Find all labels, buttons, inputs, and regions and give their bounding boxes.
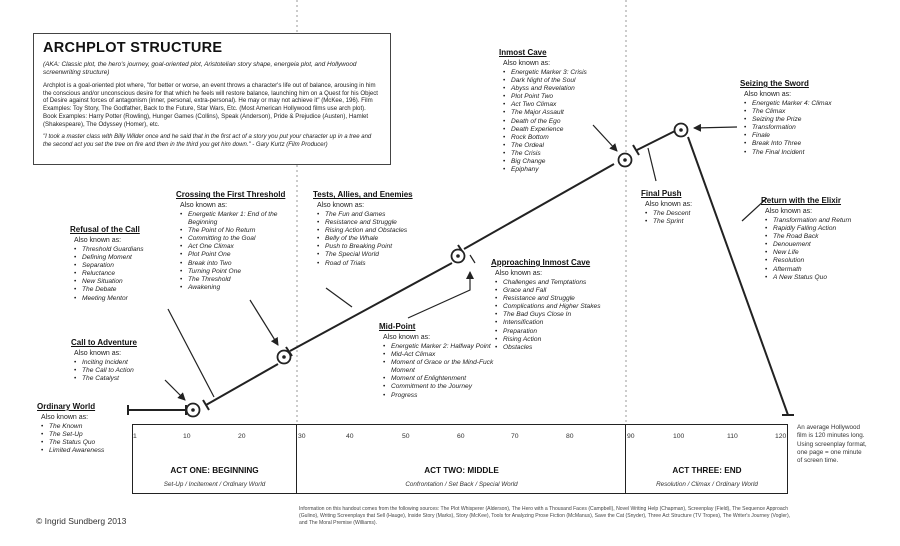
threshold-list: [180, 211, 292, 292]
list-item: • Resistance and Struggle: [317, 219, 407, 227]
approaching-aka: Also known as:: [495, 270, 543, 277]
list-item: • Commitment to the Journey: [383, 383, 503, 391]
list-item: • The Fun and Games: [317, 211, 407, 219]
approaching-list: [495, 279, 601, 352]
list-item: • Awakening: [180, 284, 292, 292]
list-item: • The Status Quo: [41, 439, 104, 447]
list-item: • Separation: [74, 262, 144, 270]
tick-label: 80: [566, 433, 574, 440]
list-item: • Break into Two: [180, 260, 292, 268]
sources-note: Information on this handout comes from the following sources: The Plot Whisperer (Alderson), The Hero with a Thousand Faces (Campbell), Novel Writing Help (Chapman), Screenplay (Field), The Sequence Approach (Gulino), Writing Screenplays that Sell (Hauge), Inside Story (Marks), Story (McKee), Tools for Analyzing Prose Fiction (McManus), Save the Cat (Snyder), Three Act Structure (TV Tropes), The Writer's Journey (Vogler), and The Moral Premise (Williams).: [299, 506, 791, 526]
tick-label: 50: [402, 433, 410, 440]
list-item: • New Situation: [74, 278, 144, 286]
title-quote: "I took a master class with Billy Wilder once and he said that in the first act of a story you put your character up in a tree and the second act you set the tree on fire and then in the third you get him down." - Gary Kurtz (Film Producer): [43, 134, 372, 148]
list-item: • Complications and Higher Stakes: [495, 303, 601, 311]
list-item: • The Climax: [744, 108, 832, 116]
list-item: • Push to Breaking Point: [317, 243, 407, 251]
list-item: • The Sprint: [645, 218, 690, 226]
list-item: • Preparation: [495, 328, 601, 336]
inmost-cave-aka: Also known as:: [503, 60, 551, 67]
list-item: • Rising Action: [495, 336, 601, 344]
list-item: • Intensification: [495, 319, 601, 327]
seizing-title: Seizing the Sword: [740, 79, 809, 88]
list-item: • The Special World: [317, 251, 407, 259]
seizing-list: [744, 100, 832, 157]
list-item: • Plot Point Two: [503, 93, 587, 101]
list-item: • Break Into Three: [744, 140, 832, 148]
list-item: • Rising Action and Obstacles: [317, 227, 407, 235]
refusal-aka: Also known as:: [74, 237, 122, 244]
title-box: [33, 33, 391, 165]
return-aka: Also known as:: [765, 208, 813, 215]
list-item: • Grace and Fall: [495, 287, 601, 295]
list-item: • Belly of the Whale: [317, 235, 407, 243]
midpoint-aka: Also known as:: [383, 334, 431, 341]
return-title: Return with the Elixir: [761, 196, 842, 205]
list-item: • Plot Point One: [180, 251, 292, 259]
midpoint-title: Mid-Point: [379, 322, 416, 331]
final-push-list: [645, 210, 690, 226]
ordinary-world-aka: Also known as:: [41, 414, 89, 421]
act-two-name: ACT TWO: MIDDLE: [424, 466, 499, 475]
list-item: • The Point of No Return: [180, 227, 292, 235]
approaching-title: Approaching Inmost Cave: [491, 258, 591, 267]
list-item: • Death Experience: [503, 126, 587, 134]
list-item: • Turning Point One: [180, 268, 292, 276]
list-item: • The Bad Guys Close In: [495, 311, 601, 319]
refusal-title: Refusal of the Call: [70, 225, 140, 234]
tick-label: 20: [238, 433, 246, 440]
tick-label: 60: [457, 433, 465, 440]
list-item: • The Major Assault: [503, 109, 587, 117]
tick-label: 120: [775, 433, 787, 440]
list-item: • The Threshold: [180, 276, 292, 284]
inmost-cave-title: Inmost Cave: [499, 48, 547, 57]
final-push-aka: Also known as:: [645, 201, 693, 208]
list-item: • The Road Back: [765, 233, 851, 241]
list-item: • Energetic Marker 2: Halfway Point: [383, 343, 503, 351]
list-item: • Committing to the Goal: [180, 235, 292, 243]
ordinary-world-title: Ordinary World: [37, 402, 96, 411]
tests-list: [317, 211, 407, 268]
call-to-adventure-list: [74, 359, 134, 383]
tick-label: 100: [673, 433, 685, 440]
list-item: • Meeting Mentor: [74, 295, 144, 303]
call-to-adventure-title: Call to Adventure: [71, 338, 137, 347]
list-item: • Obstacles: [495, 344, 601, 352]
list-item: • Death of the Ego: [503, 118, 587, 126]
list-item: • A New Status Quo: [765, 274, 851, 282]
list-item: • The Catalyst: [74, 375, 134, 383]
list-item: • Mid-Act Climax: [383, 351, 503, 359]
list-item: • Epiphany: [503, 166, 587, 174]
tick-label: 90: [627, 433, 635, 440]
list-item: • Denouement: [765, 241, 851, 249]
list-item: • Moment of Grace or the Mind-Fuck Moment: [383, 359, 503, 375]
act-two-subtitle: Confrontation / Set Back / Special World: [405, 481, 518, 488]
refusal-list: [74, 246, 144, 303]
list-item: • The Final Incident: [744, 149, 832, 157]
runtime-note: An average Hollywood film is 120 minutes long. Using screenplay format, one page = one minute of screen time.: [797, 424, 867, 465]
return-list: [765, 217, 851, 282]
list-item: • Road of Trials: [317, 260, 407, 268]
list-item: • Resolution: [765, 257, 851, 265]
list-item: • The Call to Action: [74, 367, 134, 375]
list-item: • The Crisis: [503, 150, 587, 158]
list-item: • Energetic Marker 3: Crisis: [503, 69, 587, 77]
title-aka: (AKA: Classic plot, the hero's journey, goal-oriented plot, Aristotelian story shape, energeia plot, and Hollywood screenwriting structure): [43, 61, 357, 76]
list-item: • Progress: [383, 392, 503, 400]
tick-label: 1: [133, 433, 137, 440]
act-three-name: ACT THREE: END: [672, 466, 742, 475]
list-item: • Act One Climax: [180, 243, 292, 251]
list-item: • Rock Bottom: [503, 134, 587, 142]
list-item: • Reluctance: [74, 270, 144, 278]
midpoint-list: [383, 343, 503, 400]
act-one-subtitle: Set-Up / Incitement / Ordinary World: [163, 481, 266, 488]
list-item: • Finale: [744, 132, 832, 140]
tick-label: 40: [346, 433, 354, 440]
list-item: • Energetic Marker 1: End of the Beginning: [180, 211, 292, 227]
list-item: • Energetic Marker 4: Climax: [744, 100, 832, 108]
list-item: • Challenges and Temptations: [495, 279, 601, 287]
tick-label: 10: [183, 433, 191, 440]
tick-label: 70: [511, 433, 519, 440]
list-item: • New Life: [765, 249, 851, 257]
list-item: • Abyss and Revelation: [503, 85, 587, 93]
list-item: • The Known: [41, 423, 104, 431]
ordinary-world-list: [41, 423, 104, 455]
tick-label: 110: [727, 433, 738, 440]
list-item: • Act Two Climax: [503, 101, 587, 109]
act-one-name: ACT ONE: BEGINNING: [170, 466, 259, 475]
list-item: • The Set-Up: [41, 431, 104, 439]
list-item: • The Ordeal: [503, 142, 587, 150]
list-item: • Moment of Enlightenment: [383, 375, 503, 383]
list-item: • Resistance and Struggle: [495, 295, 601, 303]
list-item: • Aftermath: [765, 266, 851, 274]
list-item: • The Debate: [74, 286, 144, 294]
title-description: Archplot is a goal-oriented plot where, "for better or worse, an event throws a character's life out of balance, arousing in him the conscious and/or unconscious desire for that which he feels will restore balance, launching him on a Quest for his Object of Desire against forces of antagonism (inner, personal, extra-personal). He may or may not achieve it" (McKee, 196). Film Examples: Toy Story, The Godfather, Back to the Future, Star Wars, Etc. (Most American Hollywood films use arch plot). Book Examples: Harry Potter (Rowling), Hunger Games (Collins), Speak (Anderson), Pride & Prejudice (Austen), Hamlet (Shakespeare), The Odyssey (Homer), etc.: [43, 82, 378, 128]
seizing-aka: Also known as:: [744, 91, 792, 98]
list-item: • Limited Awareness: [41, 447, 104, 455]
list-item: • The Descent: [645, 210, 690, 218]
page-title: ARCHPLOT STRUCTURE: [43, 40, 223, 56]
tick-label: 30: [298, 433, 306, 440]
list-item: • Inciting Incident: [74, 359, 134, 367]
act-three-subtitle: Resolution / Climax / Ordinary World: [656, 481, 758, 488]
final-push-title: Final Push: [641, 189, 682, 198]
list-item: • Big Change: [503, 158, 587, 166]
list-item: • Defining Moment: [74, 254, 144, 262]
tests-aka: Also known as:: [317, 202, 365, 209]
threshold-title: Crossing the First Threshold: [176, 190, 286, 199]
list-item: • Transformation and Return: [765, 217, 851, 225]
threshold-aka: Also known as:: [180, 202, 228, 209]
list-item: • Dark Night of the Soul: [503, 77, 587, 85]
list-item: • Rapidly Falling Action: [765, 225, 851, 233]
list-item: • Transformation: [744, 124, 832, 132]
copyright: © Ingrid Sundberg 2013: [36, 516, 127, 526]
call-to-adventure-aka: Also known as:: [74, 350, 122, 357]
tests-title: Tests, Allies, and Enemies: [313, 190, 413, 199]
inmost-cave-list: [503, 69, 587, 174]
list-item: • Threshold Guardians: [74, 246, 144, 254]
list-item: • Seizing the Prize: [744, 116, 832, 124]
